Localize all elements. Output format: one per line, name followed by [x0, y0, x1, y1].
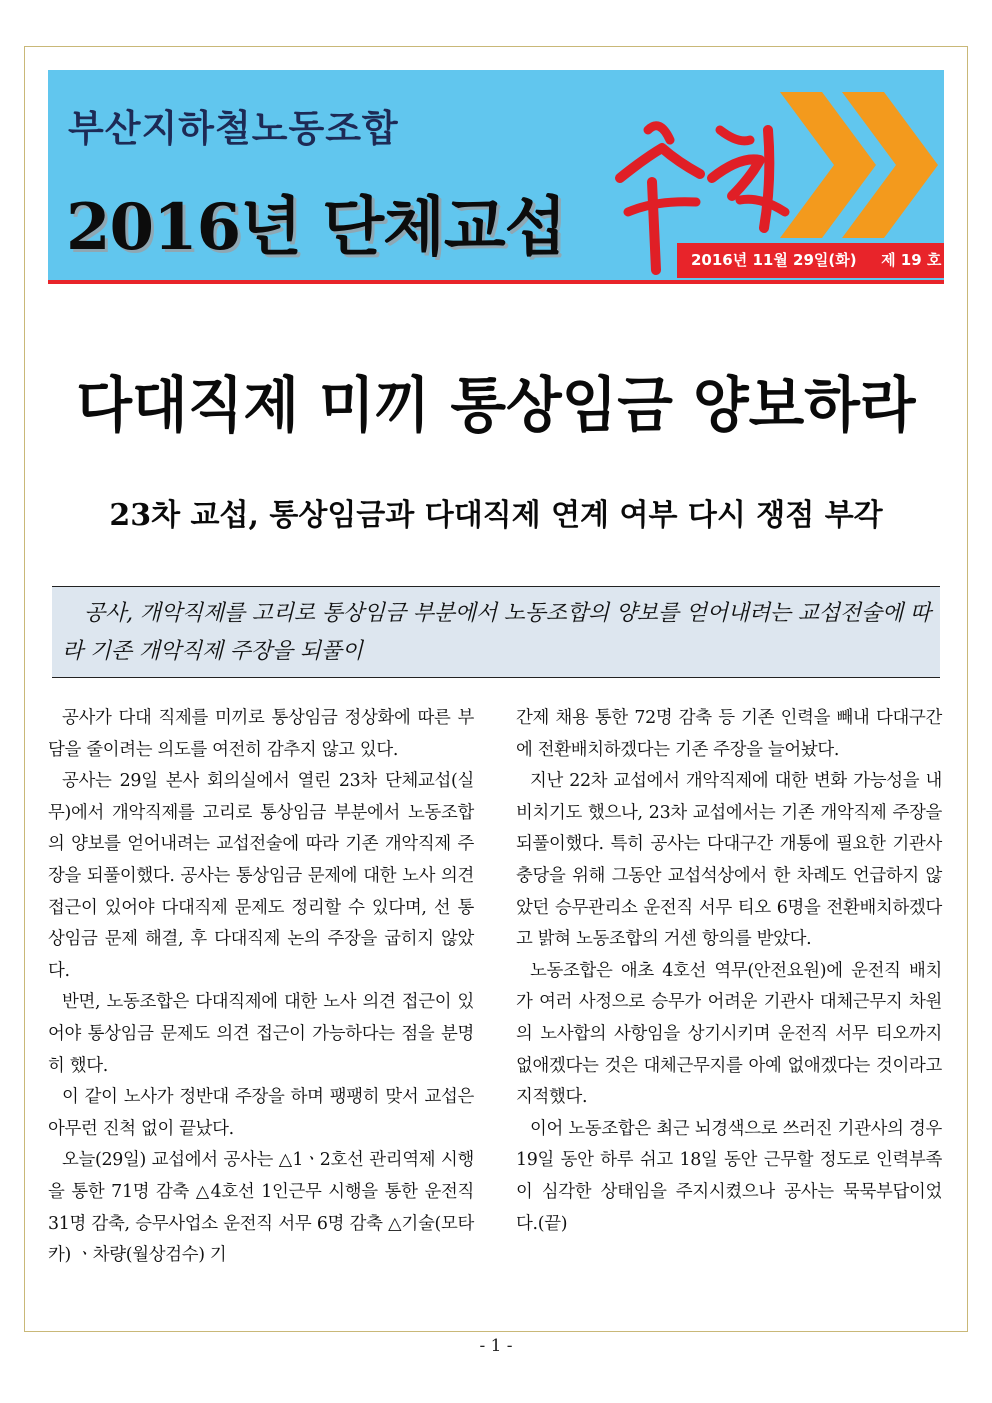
issue-number: 제 19 호: [881, 251, 942, 269]
main-headline: 다대직제 미끼 통상임금 양보하라: [76, 371, 916, 441]
page-number: - 1 -: [479, 1336, 513, 1356]
body-paragraph-continuation: 간제 채용 통한 72명 감축 등 기존 인력을 빼내 다대구간에 전환배치하겠다는 기존 주장을 늘어놨다.: [516, 708, 942, 760]
body-paragraph: 이 같이 노사가 정반대 주장을 하며 팽팽히 맞서 교섭은 아무런 진척 없이 끝났다.: [48, 1087, 474, 1139]
masthead-red-rule: [48, 280, 944, 284]
body-column-right: [516, 703, 942, 1240]
summary-box: [52, 586, 940, 678]
masthead-title: 2016년 단체교섭: [66, 190, 566, 265]
body-paragraph: 지난 22차 교섭에서 개악직제에 대한 변화 가능성을 내비치기도 했으나, 23차 교섭에서는 기존 개악직제 주장을 되풀이했다. 특히 공사는 다대구간 개통에 필요한 기관사 충당을 위해 그동안 교섭석상에서 한 차례도 언급하지 않았던 승무관리소 운전직 서무 티오 6명을 전환배치하겠다고 밝혀 노동조합의 거센 항의를 받았다.: [516, 771, 942, 950]
issue-date: 2016년 11월 29일(화): [691, 251, 857, 269]
chevron-arrows-icon: [780, 80, 940, 250]
body-paragraph: 공사가 다대 직제를 미끼로 통상임금 정상화에 따른 부담을 줄이려는 의도를 여전히 감추지 않고 있다.: [48, 708, 474, 760]
body-paragraph: 노동조합은 애초 4호선 역무(안전요원)에 운전직 배치가 여러 사정으로 승무가 어려운 기관사 대체근무지 차원의 노사합의 사항임을 상기시키며 운전직 서무 티오까지 없애겠다는 것은 대체근무지를 아예 없애겠다는 것이라고 지적했다.: [516, 960, 942, 1108]
issue-info-box: [677, 243, 944, 278]
union-name: 부산지하철노동조합: [68, 107, 399, 150]
body-paragraph: 이어 노동조합은 최근 뇌경색으로 쓰러진 기관사의 경우 19일 동안 하루 쉬고 18일 동안 근무할 정도로 인력부족이 심각한 상태임을 주지시켰으나 공사는 묵묵부답이었다.(끝): [516, 1118, 942, 1234]
body-paragraph: 공사는 29일 본사 회의실에서 열린 23차 단체교섭(실무)에서 개악직제를 고리로 통상임금 부분에서 노동조합의 양보를 얻어내려는 교섭전술에 따라 기존 개악직제 주장을 되풀이했다. 공사는 통상임금 문제에 대한 노사 의견 접근이 있어야 다대직제 문제도 정리할 수 있다며, 선 통상임금 문제 해결, 후 다대직제 논의 주장을 굽히지 않았다.: [48, 771, 474, 981]
body-paragraph: 반면, 노동조합은 다대직제에 대한 노사 의견 접근이 있어야 통상임금 문제도 의견 접근이 가능하다는 점을 분명히 했다.: [48, 992, 474, 1076]
summary-text: 공사, 개악직제를 고리로 통상임금 부분에서 노동조합의 양보를 얻어내려는 교섭전술에 따라 기존 개악직제 주장을 되풀이: [62, 601, 931, 664]
sub-headline: 23차 교섭, 통상임금과 다대직제 연계 여부 다시 쟁점 부각: [109, 498, 883, 533]
body-column-left: [48, 703, 474, 1272]
body-paragraph: 오늘(29일) 교섭에서 공사는 △1ㆍ2호선 관리역제 시행을 통한 71명 감축 △4호선 1인근무 시행을 통한 운전직 31명 감축, 승무사업소 운전직 서무 6명 감축 △기술(모타카) ㆍ차량(월상검수) 기: [48, 1150, 474, 1266]
